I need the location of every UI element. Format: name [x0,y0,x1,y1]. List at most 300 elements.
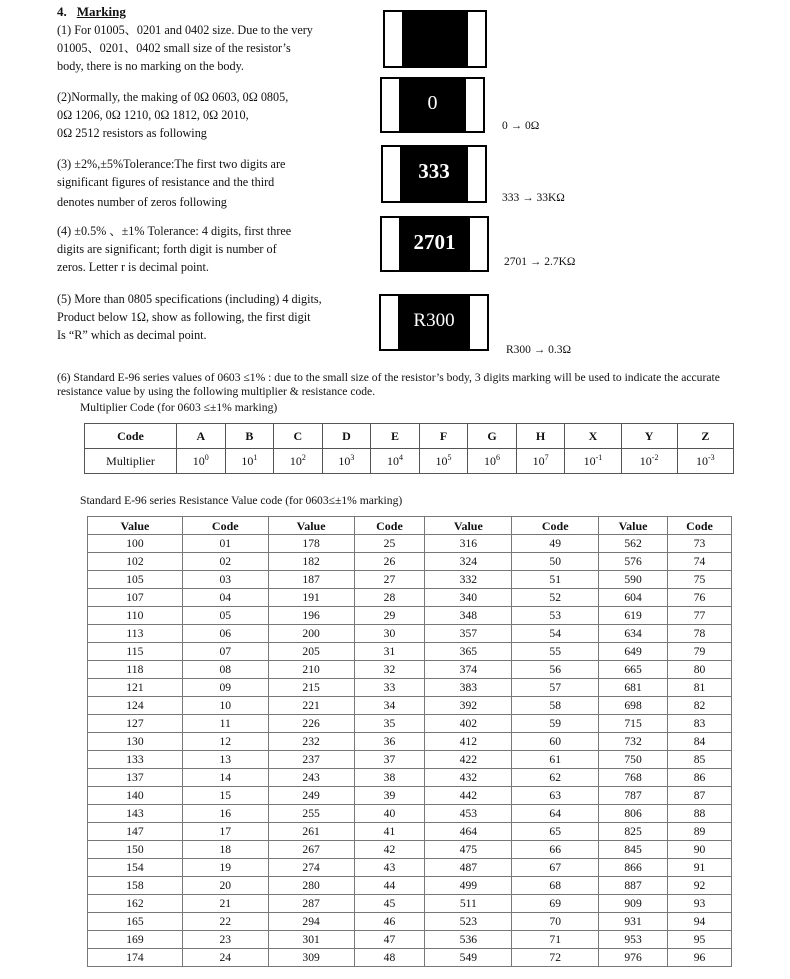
code-cell: 35 [354,715,425,733]
multiplier-table [84,423,734,474]
value-cell: 261 [268,823,354,841]
code-cell: 49 [512,535,599,553]
code-cell: 55 [512,643,599,661]
code-cell: 40 [354,805,425,823]
value-cell: 665 [599,661,668,679]
paragraph-line: Is “R” which as decimal point. [57,328,207,342]
value-cell: 309 [268,949,354,967]
multiplier-value-row [85,449,734,474]
code-cell: 74 [668,553,732,571]
value-cell: 280 [268,877,354,895]
table-row [88,823,732,841]
value-cell: 124 [88,697,183,715]
value-cell: 237 [268,751,354,769]
value-cell: 143 [88,805,183,823]
code-cell: 53 [512,607,599,625]
code-cell: 86 [668,769,732,787]
paragraph-line: zeros. Letter r is decimal point. [57,260,209,274]
multiplier-value-cell [225,449,274,474]
value-cell: 255 [268,805,354,823]
paragraph-line: denotes number of zeros following [57,195,227,209]
code-cell: 62 [512,769,599,787]
value-cell: 127 [88,715,183,733]
resistor-0-illustration [380,77,485,133]
code-cell: 39 [354,787,425,805]
value-cell: 475 [425,841,512,859]
value-cell: 549 [425,949,512,967]
paragraph-line: digits are significant; forth digit is number of [57,242,277,256]
value-cell: 115 [88,643,183,661]
value-cell: 140 [88,787,183,805]
value-cell: 412 [425,733,512,751]
code-cell: 51 [512,571,599,589]
table-row [88,859,732,877]
row-label: Code [85,424,177,449]
multiplier-code-cell: G [468,424,517,449]
multiplier-exponent: -1 [595,452,603,462]
paragraph-5 [57,290,322,344]
code-cell: 90 [668,841,732,859]
column-header: Value [425,517,512,535]
value-cell: 150 [88,841,183,859]
column-header: Code [354,517,425,535]
paragraph-line: (3) ±2%,±5%Tolerance:The first two digits are [57,157,286,171]
multiplier-code-cell: C [274,424,323,449]
resistor-blank-illustration [383,10,487,68]
code-cell: 02 [182,553,268,571]
code-cell: 18 [182,841,268,859]
table-row [88,661,732,679]
paragraph-line: (2)Normally, the making of 0Ω 0603, 0Ω 0805, [57,90,289,104]
value-cell: 487 [425,859,512,877]
value-cell: 340 [425,589,512,607]
code-cell: 84 [668,733,732,751]
code-cell: 95 [668,931,732,949]
value-cell: 301 [268,931,354,949]
value-cell: 210 [268,661,354,679]
table-row [88,679,732,697]
code-cell: 15 [182,787,268,805]
code-cell: 09 [182,679,268,697]
code-cell: 24 [182,949,268,967]
code-cell: 70 [512,913,599,931]
value-cell: 147 [88,823,183,841]
conversion-0: 0 → 0Ω [502,120,540,132]
code-cell: 33 [354,679,425,697]
table-row [88,841,732,859]
code-cell: 94 [668,913,732,931]
value-cell: 118 [88,661,183,679]
resistor-r300-illustration [379,294,489,351]
code-cell: 25 [354,535,425,553]
value-cell: 243 [268,769,354,787]
value-cell: 845 [599,841,668,859]
paragraph-4 [57,222,291,276]
table-row [88,535,732,553]
value-cell: 806 [599,805,668,823]
multiplier-value-cell [621,449,677,474]
value-cell: 178 [268,535,354,553]
code-cell: 41 [354,823,425,841]
value-cell: 169 [88,931,183,949]
value-cell: 133 [88,751,183,769]
value-cell: 464 [425,823,512,841]
resistor-end-cap [385,12,402,66]
code-cell: 11 [182,715,268,733]
value-cell: 182 [268,553,354,571]
value-cell: 324 [425,553,512,571]
multiplier-table-caption: Multiplier Code (for 0603 ≤±1% marking) [80,401,278,414]
code-cell: 48 [354,949,425,967]
conversion-r300: R300 → 0.3Ω [506,344,572,356]
value-cell: 294 [268,913,354,931]
value-cell: 787 [599,787,668,805]
table-row [88,877,732,895]
section-title: Marking [76,4,126,19]
table-row [88,589,732,607]
value-cell: 121 [88,679,183,697]
value-cell: 130 [88,733,183,751]
code-cell: 77 [668,607,732,625]
multiplier-value-cell [516,449,565,474]
code-cell: 17 [182,823,268,841]
value-cell: 205 [268,643,354,661]
value-cell: 576 [599,553,668,571]
value-cell: 332 [425,571,512,589]
value-cell: 715 [599,715,668,733]
value-cell: 604 [599,589,668,607]
code-cell: 44 [354,877,425,895]
column-header: Code [512,517,599,535]
multiplier-value-cell [419,449,468,474]
value-cell: 383 [425,679,512,697]
value-cell: 232 [268,733,354,751]
multiplier-exponent: 7 [544,452,549,462]
value-cell: 511 [425,895,512,913]
value-cell: 953 [599,931,668,949]
code-cell: 04 [182,589,268,607]
column-header: Value [599,517,668,535]
multiplier-base: 10 [435,453,448,468]
value-cell: 931 [599,913,668,931]
code-cell: 54 [512,625,599,643]
code-cell: 13 [182,751,268,769]
multiplier-base: 10 [289,453,302,468]
code-cell: 03 [182,571,268,589]
code-cell: 21 [182,895,268,913]
value-cell: 187 [268,571,354,589]
multiplier-base: 10 [583,453,596,468]
value-cell: 100 [88,535,183,553]
multiplier-base: 10 [192,453,205,468]
value-cell: 162 [88,895,183,913]
resistor-marking: 2701 [413,230,456,254]
multiplier-code-cell: E [371,424,420,449]
code-cell: 65 [512,823,599,841]
multiplier-base: 10 [386,453,399,468]
multiplier-base: 10 [532,453,545,468]
multiplier-exponent: 0 [204,452,209,462]
code-cell: 60 [512,733,599,751]
value-cell: 442 [425,787,512,805]
code-cell: 67 [512,859,599,877]
paragraph-line: (6) Standard E-96 series values of 0603 ≤1% : due to the small size of the resistor’s body, 3 digits marking will be used to indicate the accurate [57,371,720,384]
code-cell: 23 [182,931,268,949]
code-cell: 93 [668,895,732,913]
code-cell: 83 [668,715,732,733]
code-cell: 14 [182,769,268,787]
code-cell: 71 [512,931,599,949]
code-cell: 19 [182,859,268,877]
paragraph-line: 01005、0201、0402 small size of the resistor’s [57,41,291,55]
value-cell: 402 [425,715,512,733]
value-cell: 110 [88,607,183,625]
multiplier-base: 10 [484,453,497,468]
code-cell: 08 [182,661,268,679]
code-cell: 85 [668,751,732,769]
multiplier-exponent: 5 [447,452,452,462]
code-cell: 10 [182,697,268,715]
value-cell: 887 [599,877,668,895]
code-cell: 43 [354,859,425,877]
table-row [88,895,732,913]
code-cell: 42 [354,841,425,859]
value-cell: 590 [599,571,668,589]
multiplier-code-row [85,424,734,449]
code-cell: 72 [512,949,599,967]
multiplier-code-cell: H [516,424,565,449]
code-cell: 50 [512,553,599,571]
code-cell: 57 [512,679,599,697]
value-cell: 158 [88,877,183,895]
table-row [88,913,732,931]
code-cell: 63 [512,787,599,805]
table-row [88,949,732,967]
value-cell: 499 [425,877,512,895]
paragraph-line: 0Ω 1206, 0Ω 1210, 0Ω 1812, 0Ω 2010, [57,108,249,122]
code-cell: 73 [668,535,732,553]
multiplier-code-cell: D [322,424,371,449]
multiplier-base: 10 [338,453,351,468]
value-cell: 392 [425,697,512,715]
value-cell: 221 [268,697,354,715]
multiplier-value-cell [177,449,226,474]
e96-header-row [88,517,732,535]
value-cell: 619 [599,607,668,625]
code-cell: 68 [512,877,599,895]
multiplier-code-cell: F [419,424,468,449]
value-cell: 196 [268,607,354,625]
code-cell: 28 [354,589,425,607]
value-cell: 102 [88,553,183,571]
paragraph-2 [57,88,288,142]
table-row [88,769,732,787]
value-cell: 976 [599,949,668,967]
multiplier-code-cell: Z [677,424,733,449]
value-cell: 432 [425,769,512,787]
resistor-end-cap [468,12,485,66]
paragraph-line: body, there is no marking on the body. [57,59,244,73]
table-row [88,571,732,589]
code-cell: 96 [668,949,732,967]
value-cell: 267 [268,841,354,859]
column-header: Value [88,517,183,535]
value-cell: 113 [88,625,183,643]
code-cell: 37 [354,751,425,769]
value-cell: 374 [425,661,512,679]
table-row [88,805,732,823]
table-row [88,625,732,643]
multiplier-exponent: 6 [496,452,501,462]
multiplier-exponent: 4 [398,452,403,462]
code-cell: 34 [354,697,425,715]
multiplier-exponent: 3 [350,452,355,462]
resistor-marking: 333 [418,159,450,183]
table-row [88,751,732,769]
e96-body [88,535,732,967]
value-cell: 287 [268,895,354,913]
multiplier-code-cell: A [177,424,226,449]
value-cell: 562 [599,535,668,553]
paragraph-3 [57,155,285,211]
resistor-2701-illustration [380,216,489,272]
code-cell: 66 [512,841,599,859]
value-cell: 825 [599,823,668,841]
code-cell: 47 [354,931,425,949]
paragraph-line: resistance value by using the following multiplier & resistance code. [57,385,376,398]
value-cell: 681 [599,679,668,697]
conversion-2701: 2701 → 2.7KΩ [504,256,576,268]
column-header: Code [182,517,268,535]
code-cell: 91 [668,859,732,877]
multiplier-base: 10 [696,453,709,468]
paragraph-line: (4) ±0.5% 、±1% Tolerance: 4 digits, first three [57,224,292,238]
multiplier-value-cell [274,449,323,474]
value-cell: 316 [425,535,512,553]
value-cell: 348 [425,607,512,625]
section-heading [57,4,126,20]
paragraph-line: 0Ω 2512 resistors as following [57,126,207,140]
value-cell: 105 [88,571,183,589]
multiplier-value-cell [468,449,517,474]
table-row [88,607,732,625]
multiplier-base: 10 [639,453,652,468]
code-cell: 16 [182,805,268,823]
value-cell: 165 [88,913,183,931]
code-cell: 27 [354,571,425,589]
code-cell: 56 [512,661,599,679]
value-cell: 249 [268,787,354,805]
paragraph-6 [57,371,720,399]
table-row [88,643,732,661]
resistor-marking: R300 [413,310,455,331]
resistor-marking: 0 [427,92,438,114]
multiplier-base: 10 [241,453,254,468]
value-cell: 536 [425,931,512,949]
table-row [88,553,732,571]
table-row [88,733,732,751]
table-row [88,715,732,733]
code-cell: 30 [354,625,425,643]
value-cell: 698 [599,697,668,715]
value-cell: 523 [425,913,512,931]
code-cell: 52 [512,589,599,607]
value-cell: 768 [599,769,668,787]
paragraph-line: (1) For 01005、0201 and 0402 size. Due to the very [57,23,313,37]
paragraph-1 [57,21,313,75]
value-cell: 866 [599,859,668,877]
value-cell: 357 [425,625,512,643]
code-cell: 82 [668,697,732,715]
code-cell: 07 [182,643,268,661]
code-cell: 87 [668,787,732,805]
value-cell: 909 [599,895,668,913]
code-cell: 75 [668,571,732,589]
multiplier-code-cell: X [565,424,621,449]
code-cell: 80 [668,661,732,679]
value-cell: 137 [88,769,183,787]
e96-table-caption: Standard E-96 series Resistance Value code (for 0603≤±1% marking) [80,494,403,507]
code-cell: 12 [182,733,268,751]
code-cell: 05 [182,607,268,625]
code-cell: 76 [668,589,732,607]
value-cell: 750 [599,751,668,769]
value-cell: 174 [88,949,183,967]
multiplier-value-cell [565,449,621,474]
code-cell: 32 [354,661,425,679]
multiplier-exponent: -3 [708,452,715,462]
row-label: Multiplier [85,449,177,474]
value-cell: 154 [88,859,183,877]
value-cell: 200 [268,625,354,643]
multiplier-exponent: 1 [253,452,258,462]
value-cell: 226 [268,715,354,733]
value-cell: 649 [599,643,668,661]
code-cell: 92 [668,877,732,895]
code-cell: 22 [182,913,268,931]
column-header: Value [268,517,354,535]
conversion-333: 333 → 33KΩ [502,192,565,204]
paragraph-line: (5) More than 0805 specifications (including) 4 digits, [57,292,322,306]
code-cell: 31 [354,643,425,661]
code-cell: 26 [354,553,425,571]
table-row [88,787,732,805]
column-header: Code [668,517,732,535]
code-cell: 59 [512,715,599,733]
code-cell: 64 [512,805,599,823]
value-cell: 274 [268,859,354,877]
value-cell: 732 [599,733,668,751]
resistor-333-illustration [381,145,487,203]
multiplier-value-cell [677,449,733,474]
paragraph-line: Product below 1Ω, show as following, the first digit [57,310,311,324]
code-cell: 01 [182,535,268,553]
code-cell: 46 [354,913,425,931]
value-cell: 365 [425,643,512,661]
multiplier-code-cell: Y [621,424,677,449]
code-cell: 20 [182,877,268,895]
multiplier-exponent: 2 [301,452,306,462]
multiplier-value-cell [371,449,420,474]
code-cell: 81 [668,679,732,697]
e96-code-table [87,516,732,967]
code-cell: 45 [354,895,425,913]
value-cell: 634 [599,625,668,643]
code-cell: 06 [182,625,268,643]
code-cell: 29 [354,607,425,625]
multiplier-exponent: -2 [651,452,659,462]
multiplier-value-cell [322,449,371,474]
